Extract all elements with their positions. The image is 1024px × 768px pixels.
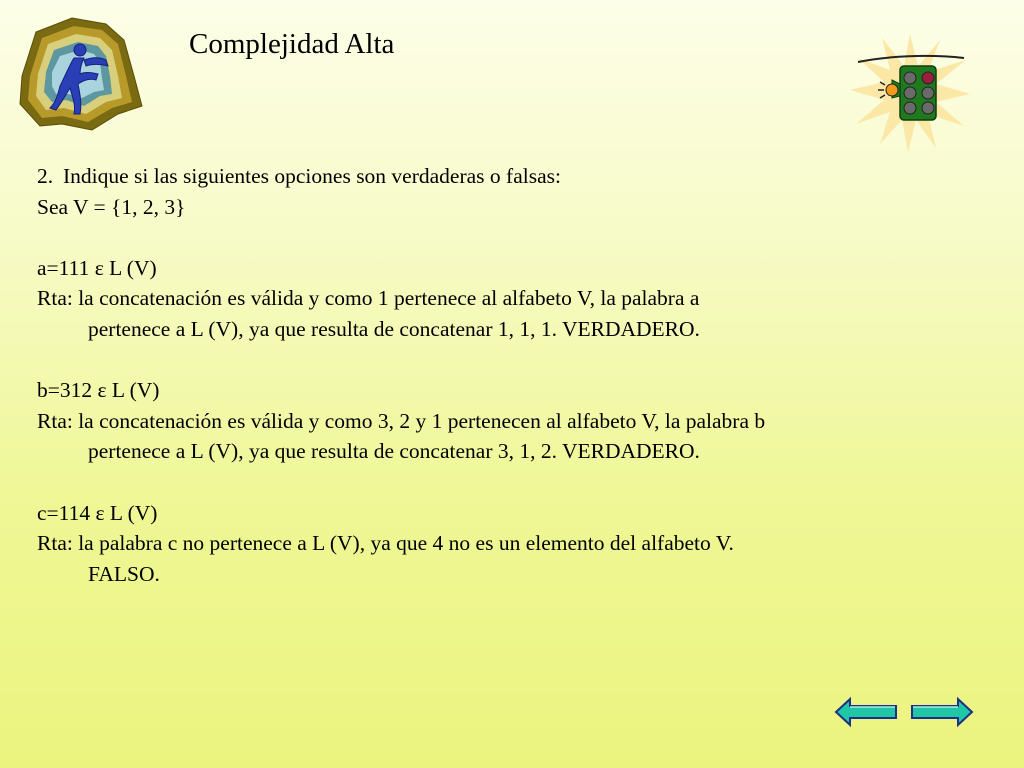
arrow-left-icon bbox=[834, 696, 898, 728]
next-slide-button[interactable] bbox=[910, 696, 974, 728]
item-c-answer-continued: FALSO. bbox=[88, 561, 160, 586]
item-b-answer: Rta: la concatenación es válida y como 3, 2 y 1 pertenecen al alfabeto V, la palabra b bbox=[37, 408, 766, 433]
item-b-answer-continued: pertenece a L (V), ya que resulta de concatenar 3, 1, 2. VERDADERO. bbox=[88, 439, 700, 464]
slide-title: Complejidad Alta bbox=[189, 28, 395, 60]
item-c-statement: c=114 ε L (V) bbox=[37, 500, 158, 525]
item-c-answer: Rta: la palabra c no pertenece a L (V), ya que 4 no es un elemento del alfabeto V. bbox=[37, 531, 734, 556]
item-a-answer-continued: pertenece a L (V), ya que resulta de concatenar 1, 1, 1. VERDADERO. bbox=[88, 316, 700, 341]
item-a-statement: a=111 ε L (V) bbox=[37, 255, 157, 280]
question-line bbox=[37, 161, 977, 192]
slide-body bbox=[37, 161, 977, 589]
previous-slide-button[interactable] bbox=[834, 696, 898, 728]
set-definition: Sea V = {1, 2, 3} bbox=[37, 194, 186, 219]
question-number: 2. bbox=[37, 164, 54, 188]
item-b-statement: b=312 ε L (V) bbox=[37, 378, 160, 403]
running-man-icon bbox=[14, 14, 148, 136]
question-text: Indique si las siguientes opciones son verdaderas o falsas: bbox=[63, 164, 561, 188]
item-a-answer: Rta: la concatenación es válida y como 1 pertenece al alfabeto V, la palabra a bbox=[37, 286, 700, 311]
arrow-right-icon bbox=[910, 696, 974, 728]
traffic-light-icon bbox=[848, 32, 972, 154]
